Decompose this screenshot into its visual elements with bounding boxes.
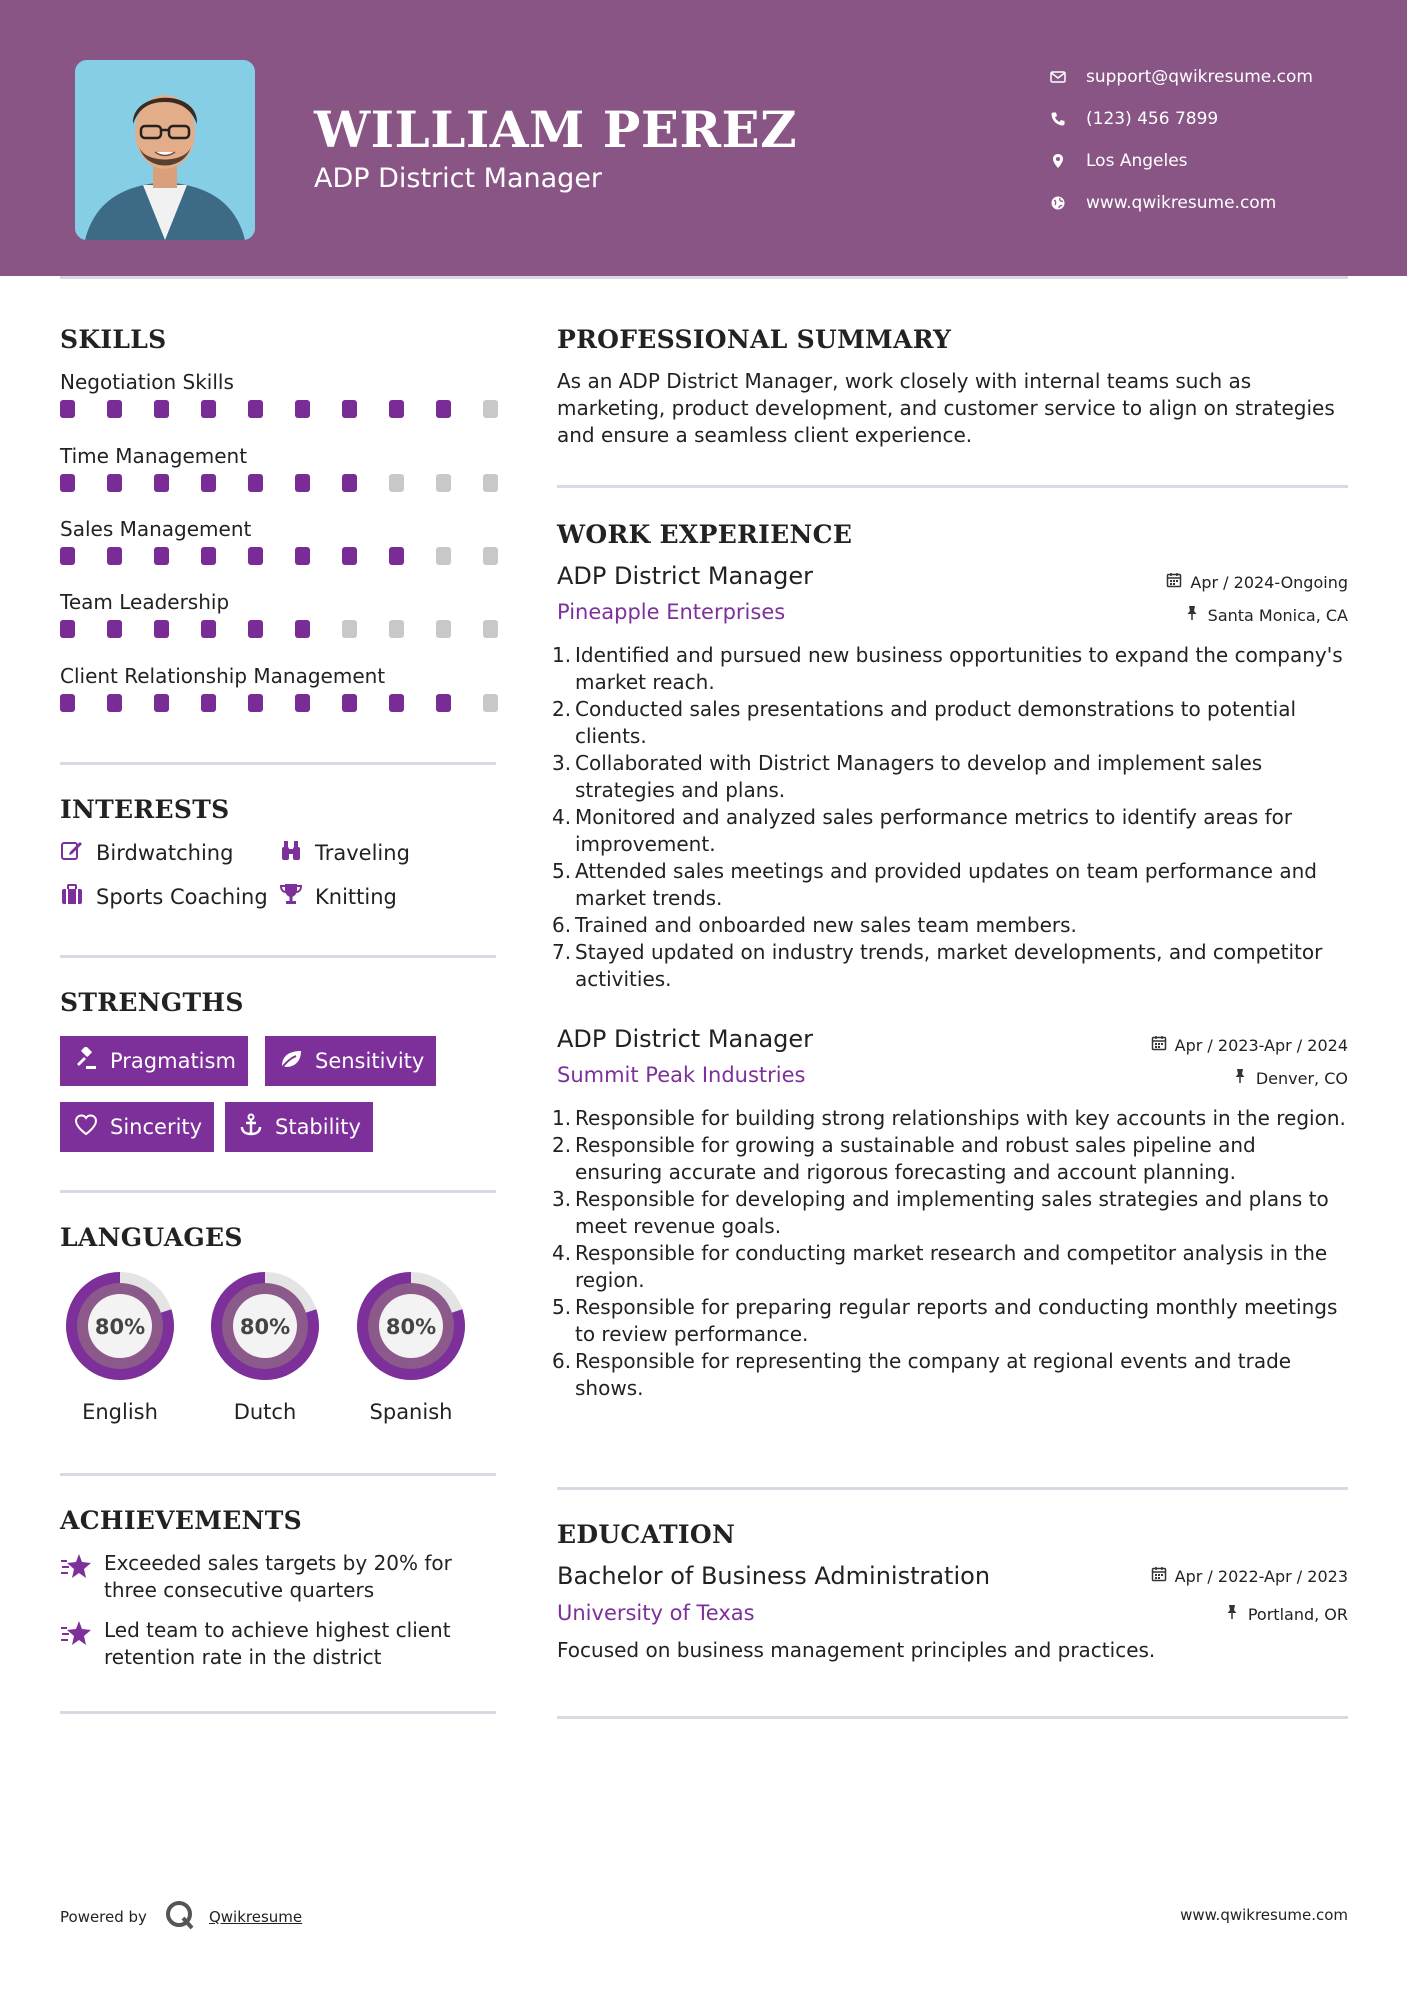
skill-dot-empty <box>389 474 404 492</box>
footer-branding <box>60 1898 302 1936</box>
list-text: Responsible for building strong relationships with key accounts in the region. <box>575 1106 1346 1130</box>
education-heading: EDUCATION <box>557 1520 736 1549</box>
experience-heading: WORK EXPERIENCE <box>557 520 853 549</box>
skill-name: Time Management <box>60 444 248 468</box>
qwikresume-link[interactable]: Qwikresume <box>208 1908 303 1926</box>
degree-title: Bachelor of Business Administration <box>557 1562 991 1590</box>
company-name: Pineapple Enterprises <box>557 600 786 624</box>
job-responsibilities <box>552 1105 1347 1402</box>
contact-website[interactable] <box>1050 182 1313 224</box>
languages-heading: LANGUAGES <box>60 1223 243 1252</box>
school-name: University of Texas <box>557 1601 755 1625</box>
calendar-icon <box>1151 1035 1175 1055</box>
binoculars-icon <box>279 838 315 867</box>
list-item <box>552 1105 1347 1132</box>
strength-label: Stability <box>275 1115 361 1139</box>
skill-dot-filled <box>389 400 404 418</box>
location-pin-icon <box>1050 153 1086 169</box>
star-burst-icon <box>60 1617 104 1671</box>
skill-dot-filled <box>295 547 310 565</box>
job-title: ADP District Manager <box>557 562 814 590</box>
language-name: English <box>82 1400 158 1424</box>
strength-chip <box>60 1102 214 1152</box>
skill-dot-filled <box>389 694 404 712</box>
phone-icon <box>1050 111 1086 127</box>
skill-dot-filled <box>107 547 122 565</box>
list-item <box>552 858 1347 912</box>
education-date <box>1151 1566 1348 1586</box>
section-divider <box>557 485 1348 488</box>
gavel-icon <box>74 1047 110 1076</box>
profile-photo <box>75 60 255 240</box>
skill-dot-filled <box>201 547 216 565</box>
job-title: ADP District Manager <box>557 1025 814 1053</box>
list-text: Trained and onboarded new sales team members. <box>575 913 1077 937</box>
skill-dot-filled <box>295 474 310 492</box>
list-item <box>552 1348 1347 1402</box>
summary-heading: PROFESSIONAL SUMMARY <box>557 325 952 354</box>
strength-label: Sensitivity <box>315 1049 425 1073</box>
contact-phone-text: (123) 456 7899 <box>1086 109 1219 129</box>
skill-dot-filled <box>154 694 169 712</box>
candidate-name: WILLIAM PEREZ <box>314 100 798 159</box>
skill-dot-filled <box>248 547 263 565</box>
list-text: Responsible for preparing regular reports and conducting monthly meetings to review performance. <box>575 1295 1338 1346</box>
powered-by-label: Powered by <box>60 1908 147 1926</box>
list-text: Conducted sales presentations and product demonstrations to potential clients. <box>575 697 1297 748</box>
skill-item <box>60 660 500 712</box>
list-item <box>552 642 1347 696</box>
skill-dot-empty <box>483 547 498 565</box>
skill-dot-filled <box>201 620 216 638</box>
list-number: 5. <box>552 859 572 883</box>
skill-dot-filled <box>201 474 216 492</box>
achievements-heading: ACHIEVEMENTS <box>60 1506 302 1535</box>
skill-rating <box>60 474 498 492</box>
list-number: 6. <box>552 913 572 937</box>
skill-dot-filled <box>154 400 169 418</box>
skill-dot-filled <box>60 694 75 712</box>
job-date-text: Apr / 2024-Ongoing <box>1190 572 1348 592</box>
achievement-text: Led team to achieve highest client retention rate in the district <box>104 1618 451 1669</box>
interest-item <box>279 838 410 867</box>
skill-dot-filled <box>436 400 451 418</box>
language-ring <box>58 1264 182 1388</box>
skill-name: Sales Management <box>60 517 252 541</box>
skill-dot-filled <box>389 547 404 565</box>
skill-dot-filled <box>342 547 357 565</box>
achievement-item <box>60 1550 500 1604</box>
interest-item <box>279 882 397 911</box>
language-name: Spanish <box>369 1400 453 1424</box>
list-item <box>552 1240 1347 1294</box>
contact-email[interactable] <box>1050 56 1313 98</box>
profile-photo-illustration <box>75 60 255 240</box>
skill-dot-filled <box>107 620 122 638</box>
pushpin-icon <box>1232 1068 1256 1088</box>
interest-label: Knitting <box>315 884 397 909</box>
section-divider <box>60 955 496 958</box>
job-location-text: Santa Monica, CA <box>1207 605 1348 625</box>
list-item <box>552 804 1347 858</box>
list-number: 6. <box>552 1349 572 1373</box>
skill-dot-filled <box>201 694 216 712</box>
education-description: Focused on business management principles and practices. <box>557 1638 1156 1662</box>
list-number: 1. <box>552 1106 572 1130</box>
heart-icon <box>74 1113 110 1142</box>
resume-header <box>0 0 1407 276</box>
list-item <box>552 750 1347 804</box>
skill-dot-filled <box>60 547 75 565</box>
job-location <box>1184 605 1348 625</box>
footer-url[interactable]: www.qwikresume.com <box>1180 1906 1348 1924</box>
calendar-icon <box>1151 1566 1175 1586</box>
anchor-icon <box>239 1113 275 1142</box>
job-location-text: Denver, CO <box>1255 1068 1348 1088</box>
list-text: Responsible for representing the company at regional events and trade shows. <box>575 1349 1292 1400</box>
contact-location-text: Los Angeles <box>1086 151 1188 171</box>
strength-label: Sincerity <box>110 1115 203 1139</box>
list-text: Responsible for developing and implementing sales strategies and plans to meet revenue goals. <box>575 1187 1329 1238</box>
language-item <box>203 1264 327 1424</box>
skill-dot-filled <box>154 620 169 638</box>
contact-location <box>1050 140 1313 182</box>
summary-text: As an ADP District Manager, work closely with internal teams such as marketing, product development, and customer service to align on strategies and ensure a seamless client experience. <box>557 369 1335 447</box>
list-number: 2. <box>552 1133 572 1157</box>
skill-dot-empty <box>436 474 451 492</box>
skill-dot-filled <box>60 474 75 492</box>
briefcase-icon <box>60 882 96 911</box>
skill-item <box>60 440 500 492</box>
list-text: Collaborated with District Managers to develop and implement sales strategies and plans. <box>575 751 1263 802</box>
skill-dot-empty <box>436 620 451 638</box>
skills-heading: SKILLS <box>60 325 167 354</box>
leaf-icon <box>279 1047 315 1076</box>
skill-dot-filled <box>295 620 310 638</box>
skill-dot-filled <box>248 474 263 492</box>
skill-name: Client Relationship Management <box>60 664 386 688</box>
list-number: 3. <box>552 751 572 775</box>
section-divider <box>60 1473 496 1476</box>
job-responsibilities <box>552 642 1347 993</box>
section-divider <box>60 1711 496 1714</box>
list-text: Monitored and analyzed sales performance metrics to identify areas for improvement. <box>575 805 1293 856</box>
skill-dot-filled <box>295 400 310 418</box>
language-ring <box>349 1264 473 1388</box>
skill-dot-filled <box>295 694 310 712</box>
interest-label: Traveling <box>315 840 410 865</box>
language-item <box>58 1264 182 1424</box>
skill-dot-empty <box>483 400 498 418</box>
skill-dot-filled <box>60 400 75 418</box>
trophy-icon <box>279 882 315 911</box>
achievement-text: Exceeded sales targets by 20% for three consecutive quarters <box>104 1551 452 1602</box>
language-name: Dutch <box>233 1400 297 1424</box>
language-item <box>349 1264 473 1424</box>
skill-dot-empty <box>389 620 404 638</box>
skill-dot-empty <box>436 547 451 565</box>
skill-item <box>60 366 500 418</box>
strengths-heading: STRENGTHS <box>60 988 244 1017</box>
list-item <box>552 939 1347 993</box>
section-divider <box>60 1190 496 1193</box>
section-divider <box>60 762 496 765</box>
strength-chip <box>265 1036 436 1086</box>
skill-dot-filled <box>60 620 75 638</box>
list-number: 1. <box>552 643 572 667</box>
list-number: 5. <box>552 1295 572 1319</box>
contact-website-text: www.qwikresume.com <box>1086 193 1277 213</box>
skill-name: Team Leadership <box>60 590 230 614</box>
list-number: 3. <box>552 1187 572 1211</box>
strength-chip <box>225 1102 373 1152</box>
list-item <box>552 1294 1347 1348</box>
interest-label: Sports Coaching <box>96 884 268 909</box>
interests-heading: INTERESTS <box>60 795 230 824</box>
education-location-text: Portland, OR <box>1247 1604 1348 1624</box>
list-number: 4. <box>552 805 572 829</box>
interest-item <box>60 838 233 867</box>
strength-chip <box>60 1036 248 1086</box>
education-date-text: Apr / 2022-Apr / 2023 <box>1174 1566 1348 1586</box>
star-burst-icon <box>60 1550 104 1604</box>
list-text: Stayed updated on industry trends, market developments, and competitor activities. <box>575 940 1323 991</box>
language-percent: 80% <box>239 1315 291 1339</box>
qwikresume-logo-icon <box>147 1898 209 1936</box>
skill-dot-filled <box>201 400 216 418</box>
contact-email-text: support@qwikresume.com <box>1086 67 1313 87</box>
skill-dot-filled <box>107 694 122 712</box>
skill-rating <box>60 547 498 565</box>
list-number: 2. <box>552 697 572 721</box>
envelope-icon <box>1050 69 1086 85</box>
skill-item <box>60 586 500 638</box>
list-text: Responsible for conducting market research and competitor analysis in the region. <box>575 1241 1328 1292</box>
skill-item <box>60 513 500 565</box>
contact-list <box>1050 56 1313 224</box>
skill-rating <box>60 694 498 712</box>
list-item <box>552 1186 1347 1240</box>
skill-dot-filled <box>342 474 357 492</box>
section-divider <box>557 1487 1348 1490</box>
achievement-item <box>60 1617 500 1671</box>
section-divider <box>557 1716 1348 1719</box>
skill-dot-filled <box>248 694 263 712</box>
list-number: 4. <box>552 1241 572 1265</box>
calendar-icon <box>1166 572 1190 592</box>
header-divider <box>60 276 1348 279</box>
list-text: Identified and pursued new business opportunities to expand the company's market reach. <box>575 643 1343 694</box>
pushpin-icon <box>1184 605 1208 625</box>
candidate-title: ADP District Manager <box>314 163 603 194</box>
language-percent: 80% <box>385 1315 437 1339</box>
company-name: Summit Peak Industries <box>557 1063 806 1087</box>
interest-item <box>60 882 268 911</box>
skill-dot-filled <box>342 400 357 418</box>
job-date <box>1151 1035 1348 1055</box>
language-ring <box>203 1264 327 1388</box>
interest-label: Birdwatching <box>96 840 234 865</box>
contact-phone[interactable] <box>1050 98 1313 140</box>
skill-dot-filled <box>436 694 451 712</box>
education-location <box>1224 1604 1348 1624</box>
pushpin-icon <box>1224 1604 1248 1624</box>
skill-dot-empty <box>342 620 357 638</box>
skill-dot-empty <box>483 620 498 638</box>
list-item <box>552 1132 1347 1186</box>
edit-icon <box>60 838 96 867</box>
skill-dot-filled <box>248 400 263 418</box>
skill-dot-empty <box>483 474 498 492</box>
list-number: 7. <box>552 940 572 964</box>
language-percent: 80% <box>94 1315 146 1339</box>
skill-rating <box>60 400 498 418</box>
list-text: Attended sales meetings and provided updates on team performance and market trends. <box>575 859 1317 910</box>
skill-dot-empty <box>483 694 498 712</box>
list-text: Responsible for growing a sustainable and robust sales pipeline and ensuring accurate and rigorous forecasting and account planning. <box>575 1133 1256 1184</box>
skill-dot-filled <box>248 620 263 638</box>
skill-name: Negotiation Skills <box>60 370 234 394</box>
skill-dot-filled <box>107 400 122 418</box>
strength-label: Pragmatism <box>110 1049 236 1073</box>
skill-rating <box>60 620 498 638</box>
skill-dot-filled <box>107 474 122 492</box>
job-date-text: Apr / 2023-Apr / 2024 <box>1174 1035 1348 1055</box>
globe-icon <box>1050 195 1086 211</box>
list-item <box>552 696 1347 750</box>
skill-dot-filled <box>154 547 169 565</box>
skill-dot-filled <box>342 694 357 712</box>
skill-dot-filled <box>154 474 169 492</box>
list-item <box>552 912 1347 939</box>
job-date <box>1166 572 1348 592</box>
job-location <box>1232 1068 1348 1088</box>
